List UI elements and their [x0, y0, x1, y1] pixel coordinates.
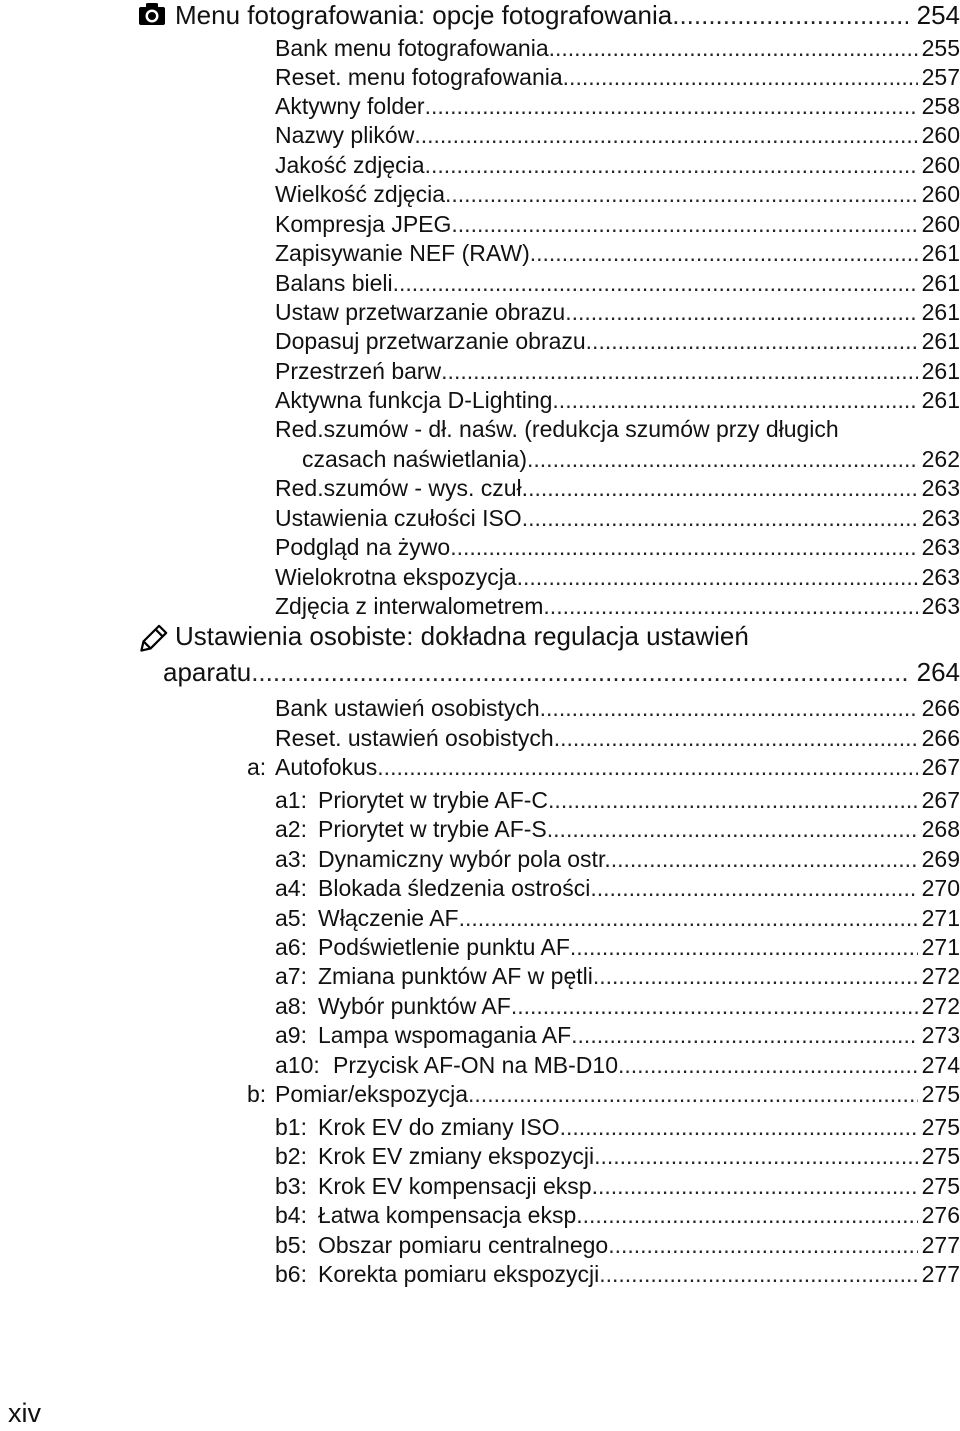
page-ref: 267 — [921, 787, 960, 813]
toc-entry[interactable] — [275, 816, 960, 843]
dot-leader — [451, 211, 918, 238]
toc-entry[interactable] — [275, 905, 960, 932]
page-ref: 261 — [921, 240, 960, 266]
dot-leader — [517, 564, 918, 591]
entry-code: a2: — [275, 816, 307, 842]
page-ref: 264 — [916, 657, 960, 687]
page-ref: 268 — [921, 816, 960, 842]
dot-leader — [425, 152, 918, 179]
entry-label: Lampa wspomagania AF — [318, 1022, 572, 1048]
page-ref: 263 — [921, 593, 960, 619]
entry-label: Bank menu fotografowania — [275, 35, 549, 61]
page-ref: 262 — [921, 446, 960, 472]
dot-leader — [549, 35, 918, 62]
page-ref: 261 — [921, 270, 960, 296]
entry-label: Podświetlenie punktu AF — [318, 934, 570, 960]
toc-entry[interactable] — [275, 1232, 960, 1259]
toc-entry[interactable] — [275, 505, 960, 532]
toc-entry[interactable] — [247, 754, 960, 781]
toc-entry[interactable] — [247, 1081, 960, 1108]
toc-entry[interactable] — [275, 934, 960, 961]
dot-leader — [548, 787, 918, 814]
toc-entry[interactable] — [275, 963, 960, 990]
dot-leader — [586, 328, 918, 355]
toc-entry[interactable] — [275, 1202, 960, 1229]
section-heading-custom-settings[interactable] — [163, 657, 960, 688]
dot-leader — [251, 657, 908, 688]
dot-leader — [511, 993, 918, 1020]
entry-label: Zapisywanie NEF (RAW) — [275, 240, 530, 266]
entry-label: Przycisk AF-ON na MB-D10 — [333, 1052, 618, 1078]
dot-leader — [393, 270, 918, 297]
page-ref: 263 — [921, 534, 960, 560]
dot-leader — [563, 64, 918, 91]
entry-label: Wybór punktów AF — [318, 993, 511, 1019]
entry-label: Korekta pomiaru ekspozycji — [318, 1261, 600, 1287]
dot-leader — [552, 387, 918, 414]
dot-leader — [565, 299, 918, 326]
entry-code: a9: — [275, 1022, 307, 1048]
dot-leader — [594, 1143, 918, 1170]
page-ref: 277 — [921, 1232, 960, 1258]
entry-code: b2: — [275, 1143, 307, 1169]
entry-label: Priorytet w trybie AF-C — [318, 787, 549, 813]
entry-code: b6: — [275, 1261, 307, 1287]
toc-entry[interactable] — [275, 564, 960, 591]
entry-code: b4: — [275, 1202, 307, 1228]
toc-entry[interactable] — [275, 240, 960, 267]
toc-entry[interactable] — [275, 787, 960, 814]
entry-label: Krok EV zmiany ekspozycji — [318, 1143, 595, 1169]
page-ref: 258 — [921, 93, 960, 119]
page-ref: 275 — [921, 1081, 960, 1107]
entry-code: b1: — [275, 1114, 307, 1140]
dot-leader — [571, 1022, 918, 1049]
entry-code: a5: — [275, 905, 307, 931]
toc-entry[interactable] — [302, 446, 960, 473]
dot-leader — [414, 122, 918, 149]
toc-entry[interactable] — [275, 695, 960, 722]
toc-entry[interactable] — [275, 1022, 960, 1049]
toc-entry[interactable] — [275, 1143, 960, 1170]
toc-entry[interactable] — [275, 993, 960, 1020]
entry-label: Kompresja JPEG — [275, 211, 452, 237]
entry-label: Pomiar/ekspozycja — [275, 1081, 469, 1107]
page-ref: 277 — [921, 1261, 960, 1287]
page-ref: 266 — [921, 695, 960, 721]
pencil-icon — [136, 624, 168, 656]
toc-entry[interactable] — [275, 270, 960, 297]
section-title: Menu fotografowania: opcje fotografowania — [175, 0, 673, 30]
page-ref: 263 — [921, 505, 960, 531]
toc-entry[interactable] — [275, 387, 960, 414]
dot-leader — [459, 905, 918, 932]
toc-entry[interactable] — [275, 846, 960, 873]
toc-entry[interactable] — [275, 64, 960, 91]
entry-label: Jakość zdjęcia — [275, 152, 425, 178]
entry-label-cont: czasach naświetlania) — [302, 446, 528, 472]
toc-entry[interactable] — [275, 475, 960, 502]
page-ref: 275 — [921, 1114, 960, 1140]
dot-leader — [598, 1173, 918, 1200]
dot-leader — [540, 695, 918, 722]
page-ref: 271 — [921, 934, 960, 960]
page-ref: 271 — [921, 905, 960, 931]
page-ref: 275 — [921, 1143, 960, 1169]
page-ref: 263 — [921, 475, 960, 501]
page-ref: 270 — [921, 875, 960, 901]
toc-entry[interactable] — [275, 725, 960, 752]
page-ref: 254 — [916, 0, 960, 30]
toc-entry[interactable] — [275, 181, 960, 208]
entry-label: Bank ustawień osobistych — [275, 695, 540, 721]
toc-entry[interactable] — [275, 299, 960, 326]
dot-leader — [618, 1052, 918, 1079]
toc-entry[interactable] — [275, 1052, 960, 1079]
page-number: xiv — [8, 1398, 41, 1428]
dot-leader — [528, 475, 918, 502]
page-ref: 261 — [921, 299, 960, 325]
entry-label: Dopasuj przetwarzanie obrazu — [275, 328, 586, 354]
toc-entry[interactable] — [275, 358, 960, 385]
entry-label: Łatwa kompensacja eksp. — [318, 1202, 583, 1228]
toc-entry[interactable] — [275, 875, 960, 902]
dot-leader — [570, 934, 918, 961]
entry-code: b3: — [275, 1173, 307, 1199]
entry-label: Włączenie AF — [318, 905, 459, 931]
toc-entry[interactable] — [275, 328, 960, 355]
entry-code: b: — [247, 1081, 267, 1107]
dot-leader — [672, 0, 908, 31]
entry-code: a3: — [275, 846, 307, 872]
page-ref: 263 — [921, 564, 960, 590]
entry-label: Podgląd na żywo — [275, 534, 451, 560]
entry-label: Red.szumów - wys. czuł. — [275, 475, 529, 501]
entry-code: a1: — [275, 787, 307, 813]
dot-leader — [425, 93, 918, 120]
dot-leader — [543, 593, 918, 620]
entry-code: a7: — [275, 963, 307, 989]
entry-code: b5: — [275, 1232, 307, 1258]
toc-entry[interactable] — [275, 1173, 960, 1200]
dot-leader — [599, 1261, 918, 1288]
dot-leader — [522, 505, 918, 532]
page-ref: 257 — [921, 64, 960, 90]
page-ref: 260 — [921, 152, 960, 178]
dot-leader — [441, 358, 918, 385]
entry-code: a: — [247, 754, 267, 780]
dot-leader — [608, 1232, 918, 1259]
page-ref: 273 — [921, 1022, 960, 1048]
dot-leader — [583, 1202, 918, 1229]
entry-label: Ustawienia czułości ISO — [275, 505, 522, 531]
dot-leader — [611, 846, 918, 873]
page-ref: 269 — [921, 846, 960, 872]
entry-label: Krok EV do zmiany ISO — [318, 1114, 560, 1140]
page-ref: 261 — [921, 328, 960, 354]
dot-leader — [547, 816, 918, 843]
camera-icon — [138, 2, 166, 26]
toc-entry[interactable] — [275, 93, 960, 120]
dot-leader — [377, 754, 918, 781]
entry-label: Aktywny folder — [275, 93, 425, 119]
entry-label: Ustaw przetwarzanie obrazu — [275, 299, 566, 325]
dot-leader — [527, 446, 918, 473]
toc-entry[interactable] — [275, 1114, 960, 1141]
entry-label: Aktywna funkcja D-Lighting — [275, 387, 553, 413]
entry-label: Autofokus — [275, 754, 378, 780]
page-ref: 272 — [921, 993, 960, 1019]
page-ref: 276 — [921, 1202, 960, 1228]
toc-entry-label-line1[interactable]: Red.szumów - dł. naśw. (redukcja szumów przy długich — [275, 416, 839, 442]
dot-leader — [450, 534, 918, 561]
toc-entry[interactable] — [275, 152, 960, 179]
dot-leader — [554, 725, 918, 752]
entry-label: Obszar pomiaru centralnego — [318, 1232, 609, 1258]
entry-label: Krok EV kompensacji eksp. — [318, 1173, 598, 1199]
dot-leader — [445, 181, 918, 208]
entry-label: Blokada śledzenia ostrości — [318, 875, 591, 901]
entry-label: Reset. menu fotografowania — [275, 64, 563, 90]
page-ref: 260 — [921, 122, 960, 148]
page-ref: 260 — [921, 181, 960, 207]
toc-entry[interactable] — [275, 534, 960, 561]
page-ref: 266 — [921, 725, 960, 751]
toc-entry[interactable] — [275, 122, 960, 149]
entry-label: Zdjęcia z interwalometrem — [275, 593, 544, 619]
dot-leader — [530, 240, 918, 267]
entry-label: Reset. ustawień osobistych — [275, 725, 554, 751]
section-title-cont: aparatu — [163, 657, 252, 687]
page-ref: 272 — [921, 963, 960, 989]
toc-entry[interactable] — [275, 35, 960, 62]
entry-code: a10: — [275, 1052, 320, 1078]
dot-leader — [560, 1114, 918, 1141]
page-ref: 267 — [921, 754, 960, 780]
page-ref: 260 — [921, 211, 960, 237]
entry-code: a6: — [275, 934, 307, 960]
dot-leader — [593, 963, 918, 990]
entry-label: Nazwy plików — [275, 122, 415, 148]
dot-leader — [590, 875, 918, 902]
entry-label: Wielokrotna ekspozycja — [275, 564, 517, 590]
entry-label: Dynamiczny wybór pola ostr. — [318, 846, 611, 872]
entry-code: a4: — [275, 875, 307, 901]
toc-entry[interactable] — [275, 1261, 960, 1288]
page-ref: 261 — [921, 387, 960, 413]
page-ref: 275 — [921, 1173, 960, 1199]
entry-label: Balans bieli — [275, 270, 393, 296]
page-ref: 255 — [921, 35, 960, 61]
section-title-line1[interactable]: Ustawienia osobiste: dokładna regulacja ustawień — [175, 621, 749, 651]
entry-label: Zmiana punktów AF w pętli — [318, 963, 593, 989]
entry-label: Przestrzeń barw — [275, 358, 442, 384]
dot-leader — [468, 1081, 918, 1108]
entry-label: Priorytet w trybie AF-S — [318, 816, 547, 842]
page-ref: 274 — [921, 1052, 960, 1078]
toc-entry[interactable] — [275, 593, 960, 620]
toc-entry[interactable] — [275, 211, 960, 238]
entry-code: a8: — [275, 993, 307, 1019]
section-heading-shooting-menu[interactable] — [175, 0, 960, 31]
page-ref: 261 — [921, 358, 960, 384]
entry-label: Wielkość zdjęcia — [275, 181, 445, 207]
